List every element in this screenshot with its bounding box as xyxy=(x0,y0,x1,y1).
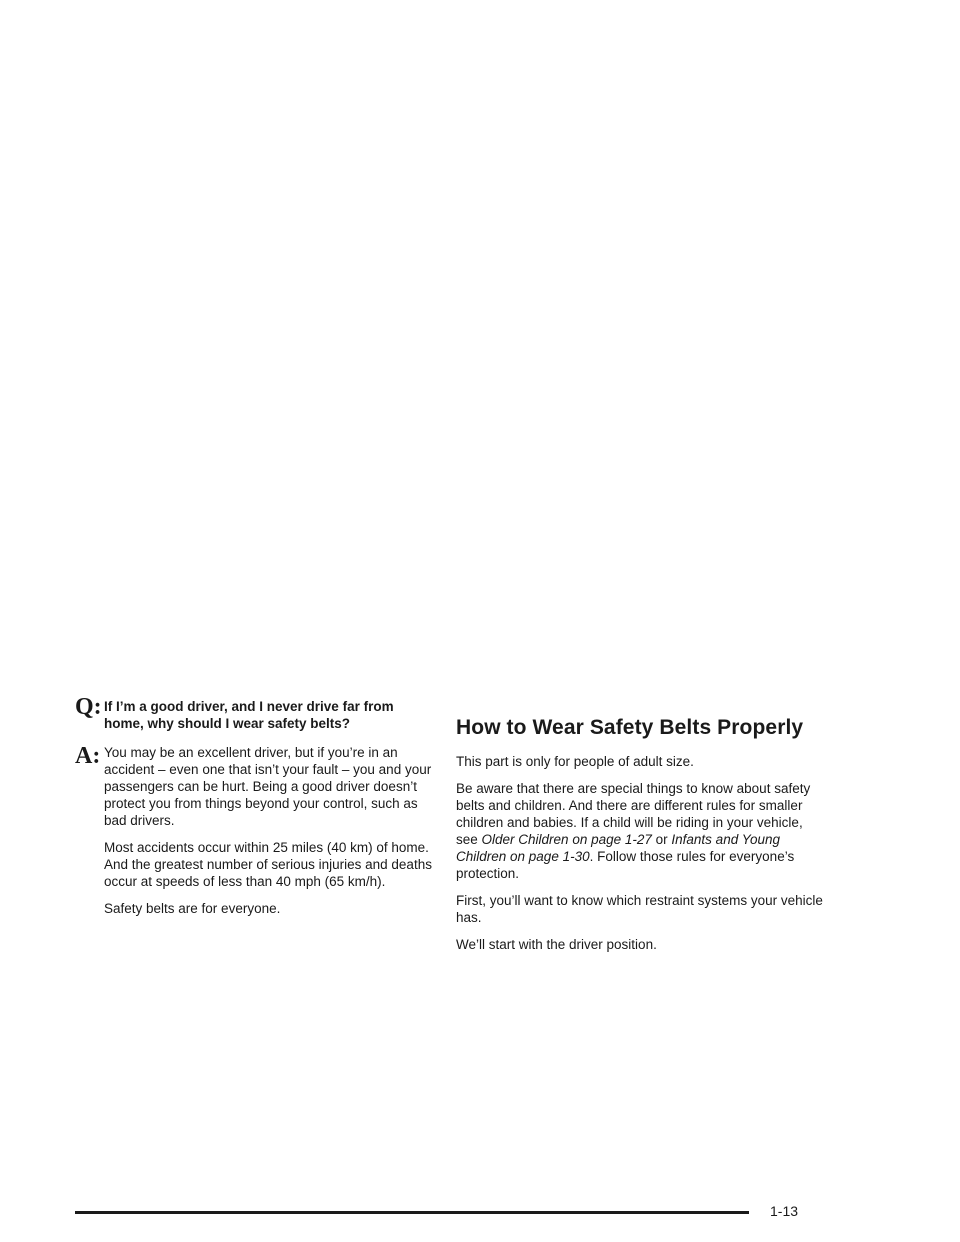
paragraph-restraint-systems: First, you’ll want to know which restraint systems your vehicle has. xyxy=(456,893,823,925)
answer-paragraph-accidents: Most accidents occur within 25 miles (40 km) of home. And the greatest number of serious injuries and deaths occur at speeds of less than 40 mph (65 km/h). xyxy=(104,840,432,889)
answer-paragraph-everyone: Safety belts are for everyone. xyxy=(104,901,281,916)
right-column xyxy=(456,715,826,963)
question-marker: Q: xyxy=(75,694,102,720)
older-children-link[interactable]: Older Children on page 1-27 xyxy=(481,832,652,847)
answer-block xyxy=(75,740,435,829)
paragraph-driver-position: We’ll start with the driver position. xyxy=(456,937,657,952)
left-column xyxy=(75,695,435,917)
question-block xyxy=(75,695,435,732)
infants-young-children-link[interactable]: Infants and Young Children on page 1-30 xyxy=(456,832,781,864)
footer-rule xyxy=(75,1211,749,1214)
answer-marker: A: xyxy=(75,743,101,769)
paragraph-adult-size: This part is only for people of adult size. xyxy=(456,754,694,769)
children-text-after: . Follow those rules for everyone’s protection. xyxy=(456,849,795,881)
children-text-before: Be aware that there are special things to know about safety belts and children. And there are different rules for smaller children and babies. If a child will be riding in your vehicle, see xyxy=(456,781,811,847)
page-number: 1-13 xyxy=(770,1203,799,1219)
answer-text: You may be an excellent driver, but if you’re in an accident – even one that isn’t your fault – you and your passengers can be hurt. Being a good driver doesn’t protect you from things beyond your control, such as bad drivers. xyxy=(104,745,432,828)
section-heading: How to Wear Safety Belts Properly xyxy=(456,716,804,739)
question-text: If I’m a good driver, and I never drive far from home, why should I wear safety belts? xyxy=(104,699,394,731)
children-text-between: or xyxy=(651,832,672,847)
paragraph-children xyxy=(456,780,826,882)
